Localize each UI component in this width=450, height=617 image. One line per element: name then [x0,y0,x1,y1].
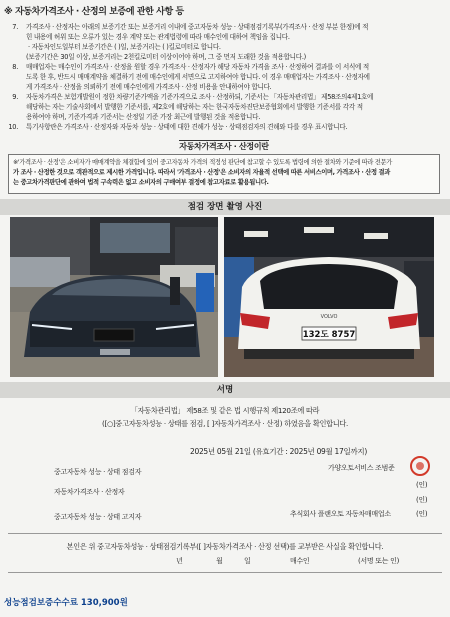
warranty-section-header: ※ 자동차가격조사 · 산정의 보증에 관한 사항 등 [4,7,184,17]
notifier-name: 추식회사 플랜오토 자동차매매업소 [290,510,391,518]
receipt-confirmation: 본인은 위 중고자동차성능 · 상태점검기록부([ ]자동차가격조사 · 산정 선택)를 교부받은 사실을 확인합니다. [66,542,384,551]
item-line: 자동차가격은 보험개발원이 정한 차량기준가액을 기준가격으로 조사 · 산정하되, 기준서는 「자동차관리법」 제58조의4제1호에 [26,93,374,101]
item-line: · 자동차인도일부터 보증기간은 ( )일, 보증거리는 ( )킬로미터로 합니다. [28,43,221,51]
item-9 [4,92,444,122]
license-plate-text: 132도 8757 [302,330,356,340]
front-view-photo [10,217,218,377]
inspector-seal-mark: (인) [416,481,428,489]
price-survey-section-title: 자동차가격조사 · 산정이란 [179,142,269,151]
law-reference: 「자동차관리법」 제58조 및 같은 법 시행규칙 제120조에 따라 [130,406,320,415]
photos-bar: 점검 장면 촬영 사진 [0,199,450,215]
price-surveyor-seal-mark: (인) [416,496,428,504]
inspector-label: 중고자동차 성능 · 상태 점검자 [54,468,142,476]
inspection-fee: 성능점검보증수수료 130,900원 [4,598,128,608]
buyer-signature-mark: (서명 또는 인) [358,557,400,565]
divider [8,572,442,573]
item-line: 특기사항란은 가격조사 · 산정자와 자동차 성능 · 상태에 대한 견해가 성능 · 상태점검자의 견해와 다를 경우 표시합니다. [26,123,348,131]
item-line: 매매업자는 매수인이 가격조사 · 산정을 원할 경우 가격조사 · 산정자가 해당 자동차 가격을 조사 · 산정하여 결과를 이 서식에 적 [26,63,369,71]
item-number: 9. [12,93,18,101]
receipt-year: 년 [176,557,183,565]
car-brand-text: VOLVO [320,314,338,320]
item-7 [4,22,444,62]
notifier-seal-mark: (인) [416,510,428,518]
issue-date: 2025년 05월 21일 (유효기간 : 2025년 09월 17일까지) [190,447,367,456]
note-line: 는 중고차가격판단에 관하여 법적 구속력은 없고 소비자의 구매여부 결정에 참고자료로 활용됩니다. [13,179,269,186]
item-line: 용하여야 하며, 기준가격과 기준서는 산정일 기준 가장 최근에 발행된 것을 적용합니다. [26,113,260,121]
red-seal-stamp [410,456,430,476]
price-survey-note [8,154,440,194]
receipt-day: 일 [244,557,251,565]
item-line: 가격조사 · 산정자는 아래의 보증기간 또는 보증거리 이내에 중고자동차 성능 · 상태점검기록부(가격조사 · 산정 부분 한정)에 적 [26,23,369,31]
buyer-label: 매수인 [290,557,310,565]
receipt-month: 월 [216,557,223,565]
item-line: 도록 한 후, 반드시 매매계약을 체결하기 전에 매수인에게 서면으로 고지하여야 합니다. 이 경우 매매업자는 가격조사 · 산정자에 [26,73,370,81]
item-8 [4,62,444,92]
inspection-confirmation: ([○]중고자동차성능 · 상태를 점검, [ ]자동차가격조사 · 산정) 하였음을 확인합니다. [101,419,349,428]
item-line: 힌 내용에 허위 또는 오류가 있는 경우 계약 또는 관계법령에 따라 매수인에 대하여 책임을 집니다. [26,33,290,41]
item-number: 8. [12,63,18,71]
item-number: 10. [8,123,18,131]
inspector-name: 가양오토서비스 조범준 [328,464,395,472]
signature-bar: 서명 [0,382,450,398]
item-line: 게 가격조사 · 산정을 의뢰하기 전에 매수인에게 가격조사 · 산정 비용을 안내하여야 합니다. [26,83,272,91]
rear-view-photo [224,217,434,377]
note-line: ※'가격조사 · 산정'은 소비자가 매매계약을 체결함에 있어 중고자동차 가격의 적정성 판단에 참고할 수 있도록 법령에 의한 절차와 기준에 따라 전문가 [13,159,392,166]
note-line: 가 조사 · 산정한 것으로 객관적으로 제시한 가격입니다. 따라서 '가격조사 · 산정'은 소비자의 자율적 선택에 따른 서비스이며, 가격조사 · 산정 결과 [13,169,390,176]
divider [8,533,442,534]
price-surveyor-label: 자동차가격조사 · 산정자 [54,488,125,496]
item-line: (보증기간은 30일 이상, 보증거리는 2천킬로미터 이상이어야 하며, 그 중 먼저 도래한 것을 적용합니다.) [26,53,306,61]
item-line: 해당하는 자는 기술사회에서 발행한 기준서를, 제2호에 해당하는 자는 한국자동차진단보증협회에서 발행한 기준서를 각각 적 [26,103,363,111]
warranty-items [4,22,444,132]
item-number: 7. [12,23,18,31]
item-10 [4,122,444,132]
notifier-label: 중고자동차 성능 · 상태 고지자 [54,513,142,521]
